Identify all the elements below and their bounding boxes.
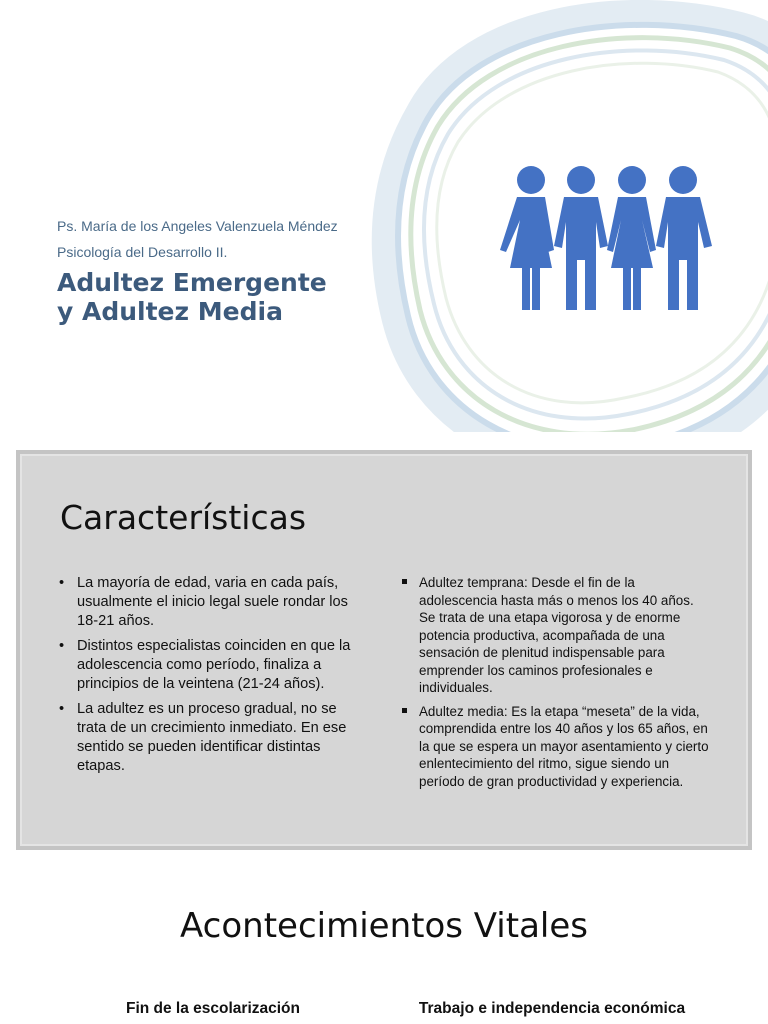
title-line-2: y Adultez Media xyxy=(57,297,283,326)
list-item: • Distintos especialistas coinciden en que la adolescencia como período, finaliza a principios de la veintena (21-24 años). xyxy=(58,637,358,694)
list-item: Adultez temprana: Desde el fin de la adolescencia hasta más o menos los 40 años. Se trata de una etapa vigorosa y de enorme potencia productiva, acompañada de una sensación de plenitud indispensable para emprender los caminos profesionales e individuales. xyxy=(400,574,710,697)
list-item: • La mayoría de edad, varia en cada país, usualmente el inicio legal suele rondar los 18-21 años. xyxy=(58,574,358,631)
left-bullet-list xyxy=(58,574,358,782)
life-event-label: Trabajo e independencia económica xyxy=(418,1000,686,1017)
list-item: Adultez media: Es la etapa “meseta” de la vida, comprendida entre los 40 años y los 65 años, en la que se espera un mayor asentamiento y cierto enlentecimiento del ritmo, sigue siendo un período de gran productividad y experiencia. xyxy=(400,703,710,791)
characteristics-slide xyxy=(16,450,752,850)
people-group-icon xyxy=(496,160,716,312)
author-name: Ps. María de los Angeles Valenzuela Méndez xyxy=(57,218,338,234)
title-slide xyxy=(0,0,768,432)
slide-title xyxy=(57,268,387,326)
life-event-label: Fin de la escolarización xyxy=(125,1000,300,1017)
right-bullet-list xyxy=(400,574,710,796)
slide-title: Características xyxy=(60,498,307,537)
course-name: Psicología del Desarrollo II. xyxy=(57,244,228,260)
slide-title: Acontecimientos Vitales xyxy=(180,906,588,946)
list-item: • La adultez es un proceso gradual, no se trata de un crecimiento inmediato. En ese sentido se pueden identificar distintas etapas. xyxy=(58,700,358,776)
title-line-1: Adultez Emergente xyxy=(57,268,327,297)
